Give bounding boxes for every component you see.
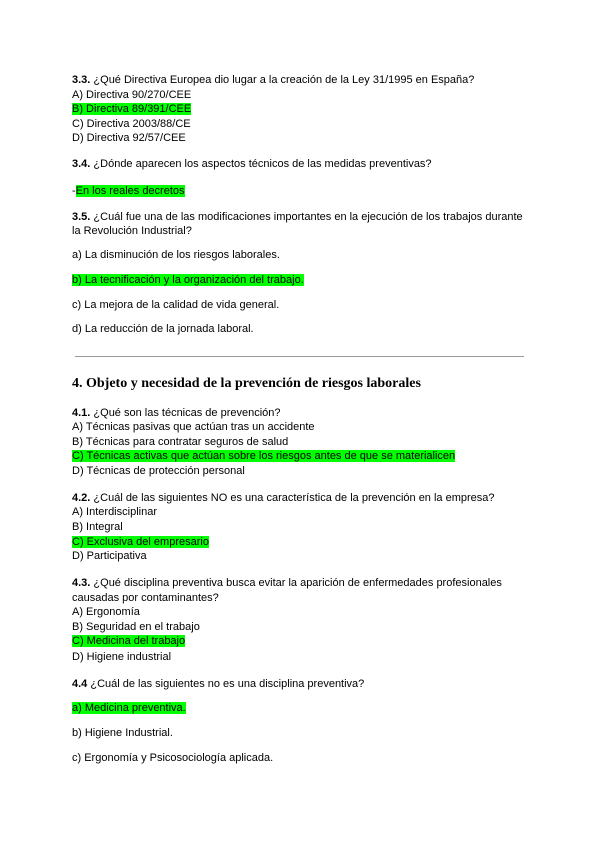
question-3-3 — [72, 73, 474, 87]
answer-highlight: C) Medicina del trabajo — [72, 635, 186, 647]
option-a: A) Directiva 90/270/CEE — [72, 89, 192, 101]
option-a: A) Ergonomía — [72, 606, 140, 618]
option-b: b) Higiene Industrial. — [72, 727, 173, 739]
option-b-correct — [72, 102, 191, 116]
section-heading: 4. Objeto y necesidad de la prevención de riesgos laborales — [72, 376, 421, 391]
option-a: A) Interdisciplinar — [72, 506, 157, 518]
option-d: d) La reducción de la jornada laboral. — [72, 323, 254, 335]
horizontal-divider — [75, 356, 524, 357]
question-number: 4.3. — [72, 577, 91, 589]
question-number: 3.4. — [72, 158, 91, 170]
option-c: C) Directiva 2003/88/CE — [72, 118, 191, 130]
option-d: D) Participativa — [72, 550, 147, 562]
option-b: B) Técnicas para contratar seguros de salud — [72, 436, 289, 448]
question-number: 3.3. — [72, 74, 91, 86]
option-a: a) La disminución de los riesgos laborales. — [72, 249, 280, 261]
question-text: ¿Dónde aparecen los aspectos técnicos de las medidas preventivas? — [90, 158, 432, 170]
option-b: B) Integral — [72, 521, 123, 533]
option-d: D) Higiene industrial — [72, 651, 172, 663]
question-text-cont: la Revolución Industrial? — [72, 225, 192, 237]
question-number: 4.2. — [72, 492, 91, 504]
question-number: 4.1. — [72, 407, 91, 419]
question-text: ¿Qué disciplina preventiva busca evitar la aparición de enfermedades profesionales — [90, 577, 502, 589]
option-c: c) La mejora de la calidad de vida general. — [72, 299, 280, 311]
question-3-5 — [72, 210, 523, 224]
option-c-correct — [72, 634, 185, 648]
question-4-1 — [72, 406, 281, 420]
answer-highlight: C) Exclusiva del empresario — [72, 536, 209, 548]
option-d: D) Técnicas de protección personal — [72, 465, 245, 477]
option-d: D) Directiva 92/57/CEE — [72, 132, 186, 144]
question-number: 4.4 — [72, 678, 88, 690]
question-text: ¿Qué son las técnicas de prevención? — [90, 407, 281, 419]
option-c-correct — [72, 449, 455, 463]
question-number: 3.5. — [72, 211, 91, 223]
question-4-2 — [72, 491, 495, 505]
option-c: c) Ergonomía y Psicosociología aplicada. — [72, 752, 274, 764]
option-b-correct — [72, 273, 304, 287]
option-a-correct — [72, 701, 186, 715]
question-3-4 — [72, 157, 432, 171]
question-text: ¿Qué Directiva Europea dio lugar a la creación de la Ley 31/1995 en España? — [90, 74, 475, 86]
answer-highlight: a) Medicina preventiva. — [72, 702, 186, 714]
answer-highlight: B) Directiva 89/391/CEE — [72, 103, 192, 115]
question-text: ¿Cuál fue una de las modificaciones importantes en la ejecución de los trabajos durante — [90, 211, 523, 223]
question-4-3 — [72, 576, 502, 590]
question-text: ¿Cuál de las siguientes no es una disciplina preventiva? — [87, 678, 365, 690]
option-c-correct — [72, 535, 209, 549]
question-text: ¿Cuál de las siguientes NO es una característica de la prevención en la empresa? — [90, 492, 495, 504]
question-4-4 — [72, 677, 364, 691]
answer-3-4: -En los reales decretos — [72, 185, 185, 197]
answer-highlight: C) Técnicas activas que actúan sobre los riesgos antes de que se materialicen — [72, 450, 456, 462]
question-text-cont: causadas por contaminantes? — [72, 592, 219, 604]
option-b: B) Seguridad en el trabajo — [72, 621, 200, 633]
option-a: A) Técnicas pasivas que actúan tras un accidente — [72, 421, 315, 433]
answer-highlight: En los reales decretos — [75, 185, 185, 197]
answer-highlight: b) La tecnificación y la organización del trabajo. — [72, 274, 304, 286]
